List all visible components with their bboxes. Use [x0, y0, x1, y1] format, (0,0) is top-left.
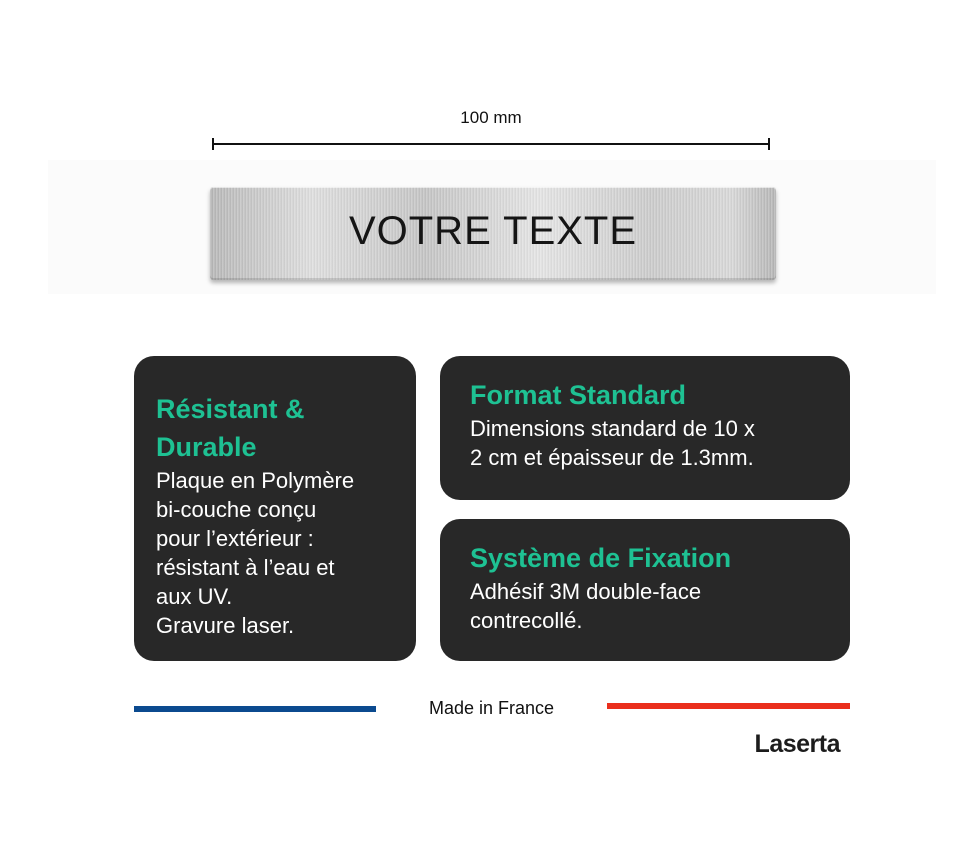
feature-card-format — [440, 356, 850, 500]
feature-title-fixation: Système de Fixation — [470, 543, 732, 573]
width-dimension-label: 100 mm — [460, 108, 522, 127]
feature-card-fixation — [440, 519, 850, 661]
feature-body-fixation: Adhésif 3M double-face contrecollé. — [470, 579, 702, 633]
feature-body-durable: Plaque en Polymère bi-couche conçu pour l’extérieur : résistant à l’eau et aux UV. Gravure laser. — [156, 468, 355, 638]
made-in-france-label: Made in France — [428, 698, 555, 718]
feature-body-format: Dimensions standard de 10 x 2 cm et épaisseur de 1.3mm. — [470, 416, 755, 470]
feature-title-format: Format Standard — [470, 380, 687, 410]
plate-engraved-text: VOTRE TEXTE — [348, 209, 638, 253]
width-dimension-line — [212, 143, 770, 145]
flag-blue-stripe — [134, 706, 376, 712]
feature-title-durable: Résistant & Durable — [156, 394, 305, 462]
feature-card-durable — [134, 356, 416, 661]
brand-logo: Laserta — [754, 730, 840, 758]
flag-red-stripe — [607, 703, 850, 709]
brushed-metal-plate — [210, 187, 776, 280]
